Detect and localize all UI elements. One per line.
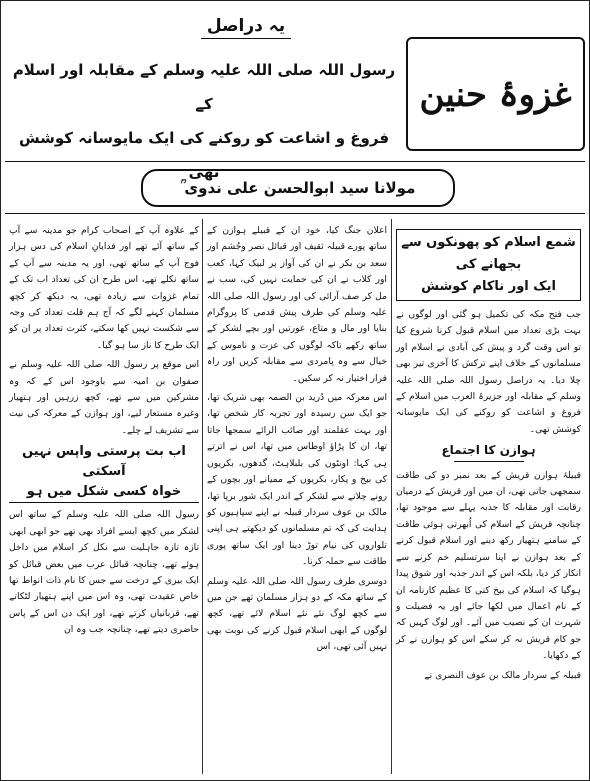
column-divider-left	[202, 219, 203, 774]
left-heading-line-2: خواہ کسی شکل میں ہو	[9, 482, 199, 503]
subtitle-line-1: رسول اللہ صلی اللہ علیہ وسلم کے مقابلہ اور اسلام کے	[12, 61, 396, 113]
header-divider	[5, 161, 585, 162]
left-paragraph-2: اس موقع پر رسول اللہ صلی اللہ علیہ وسلم نے صفوان بن امیہ سے باوجود اس کے کہ وہ مشرکین میں سے تھے، کچھ زرہیں اور ہتھیار وغیرہ مستعار لیے، اور ہوازن کے معرکہ کی نیت سے تشریف لے چلے۔	[9, 359, 199, 436]
middle-paragraph-1: اعلان جنگ کیا، خود ان کے قبیلے ہوازن کے ساتھ پورے قبیلہ ثقیف اور قبائل نصر وجُشم اور سعد بن بکر نے ان کی آواز پر لبیک کہا، کعب اور کلاب نے ان کی حمایت نہیں کی، سب نے مل کر صف آرائی کی اور رسول اللہ صلی اللہ علیہ وسلم کی طرف پیش قدمی کا پروگرام بنایا اور مال و متاع، عورتیں اور بچے لشکر کے ساتھ رکھے تاکہ لوگوں کی عزت و ناموس کے خیال سے وہ پامردی سے مقابلہ کریں اور راہ فرار اختیار نہ کر سکیں۔	[207, 225, 387, 384]
right-paragraph-2: قبیلۂ ہوازن قریش کے بعد نمبر دو کی طاقت سمجھی جاتی تھی، ان میں اور قریش کے درمیان رقابت اور مقابلہ کا جذبہ پہلے سے موجود تھا، چنانچہ قریش کے اسلام کی اُبھرتی ہوئی طاقت کے سامنے ہتھیار رکھ دینے اور اسلام قبول کرنے کے بعد ہوازن نے اپنا سرتسلیم خم کرنے سے انکار کر دیا، بلکہ اس کے اندر جذبہ اور شوق پیدا ہوگیا کہ اسلام کی بیخ کنی کا عظیم کارنامہ ان کے نام اعمال میں لکھا جائے اور یہ فضیلت و شہرت ان کے نصیب میں آئے۔ اور لوگ کہیں کہ جو کام قریش نہ کر سکے اس کو ہوازن نے کر کے دکھایا۔	[396, 469, 581, 662]
right-column	[396, 223, 581, 687]
middle-column	[207, 223, 387, 659]
middle-paragraph-2: اس معرکہ میں دُرید بن الصمہ بھی شریک تھا، جو ایک سن رسیدہ اور تجربہ کار شخص تھا، اور بہت عقلمند اور صائب الرائے سمجھا جاتا تھا، ان کا پڑاؤ اوطاس میں تھا، اس نے اترتے ہی کہا: اونٹوں کی بلبلاہٹ، گدھوں، بکریوں کی بیخ و پکار، بکریوں کے ممیانے اور بچوں کے رونے چلانے سے لشکر کے اندر ایک شور برپا تھا، مالک بن عوف سردار قبیلہ نے اپنے سپاہیوں کو ہدایت کی کہ تم مسلمانوں کو دیکھتے ہی اپنی تلواروں کی نیام توڑ دینا اور ایک ساتھ پوری طاقت سے حملہ کرنا۔	[207, 392, 387, 568]
section-title-hawazin: ہوازن کا اجتماع	[396, 442, 581, 461]
middle-paragraph-3: دوسری طرف رسول اللہ صلی اللہ علیہ وسلم کے ساتھ مکہ کے دو ہزار مسلمان تھے جن میں سے کچھ لوگ نئے نئے اسلام لائے تھے، کچھ لوگوں کے ابھی اسلام قبول کرنے کی نوبت بھی نہیں آئی تھی، اس	[207, 575, 387, 653]
author-byline: مولانا سید ابوالحسن علی ندوی ؒ	[141, 169, 455, 207]
right-paragraph-3: قبیلہ کے سردار مالک بن عوف النصری نے	[424, 669, 581, 681]
right-paragraph-1: جب فتح مکہ کی تکمیل ہو گئی اور لوگوں نے بہت بڑی تعداد میں اسلام قبول کرنا شروع کیا تو اس وقت گرد و پیش کی آبادی نے اسلام اور مسلمانوں کے خلاف اپنے ترکش کا آخری تیر بھی چلا دیا۔ یہ دراصل رسول اللہ صلی اللہ علیہ وسلم کے مقابلہ اور جزیرۃ العرب میں اسلام کے فروغ و اشاعت کو روکنے کی ایک مایوسانہ کوشش تھی۔	[396, 309, 581, 435]
right-column-headline-box	[396, 229, 581, 301]
left-paragraph-3: رسول اللہ صلی اللہ علیہ وسلم کے ساتھ اس لشکر میں کچھ ایسے افراد بھی تھے جو ابھی ابھی تازہ تازہ جاہلیت سے نکل کر اسلام میں داخل ہوئے تھے، چنانچہ قبائل عرب میں بعض قبائل کو ایک بیری کے درخت سے جس کا نام ذات انواط تھا خاص عقیدت تھی، وہ اس میں اپنے ہتھیار لٹکاتے تھے، قربانیاں کرتے تھے، اور ایک دن اس کے پاس حاضری دیتے تھے، چنانچہ جب وہ ان	[9, 509, 199, 636]
left-paragraph-1: کے علاوہ آپ کے اصحاب کرام جو مدینہ سے آپ کے ساتھ آئے تھے اور فدایانِ اسلام کی دس ہزار فوج آپ کے ساتھ تھی، اور یہ مدینہ سے آپ کے ساتھ نکلے تھے، اس طرح ان کی تعداد اب تک کے تمام غزوات سے زیادہ تھی، یہ دیکھ کر کچھ مسلمان کہنے لگے کہ آج ہم قلت تعداد کی وجہ سے شکست نہیں کھا سکتے، کثرت تعداد پر ان کو ایک طرح کا ناز سا ہو گیا۔	[9, 225, 199, 351]
headline-line-2: ایک اور ناکام کوشش	[421, 279, 556, 294]
author-divider	[5, 213, 585, 214]
subtitle-line-2: فروغ و اشاعت کو روکنے کی ایک مایوسانہ کوشش تھی	[18, 129, 390, 181]
left-heading-line-1: اب بت پرستی واپس نہیں آسکتی	[22, 444, 186, 480]
main-title: غزوۂ حنین	[406, 37, 585, 151]
pre-title: یہ دراصل	[171, 15, 321, 39]
headline-line-1: شمع اسلام کو پھونکوں سے بجھانے کی	[401, 235, 576, 272]
left-column	[9, 223, 199, 642]
column-divider-right	[391, 219, 392, 774]
